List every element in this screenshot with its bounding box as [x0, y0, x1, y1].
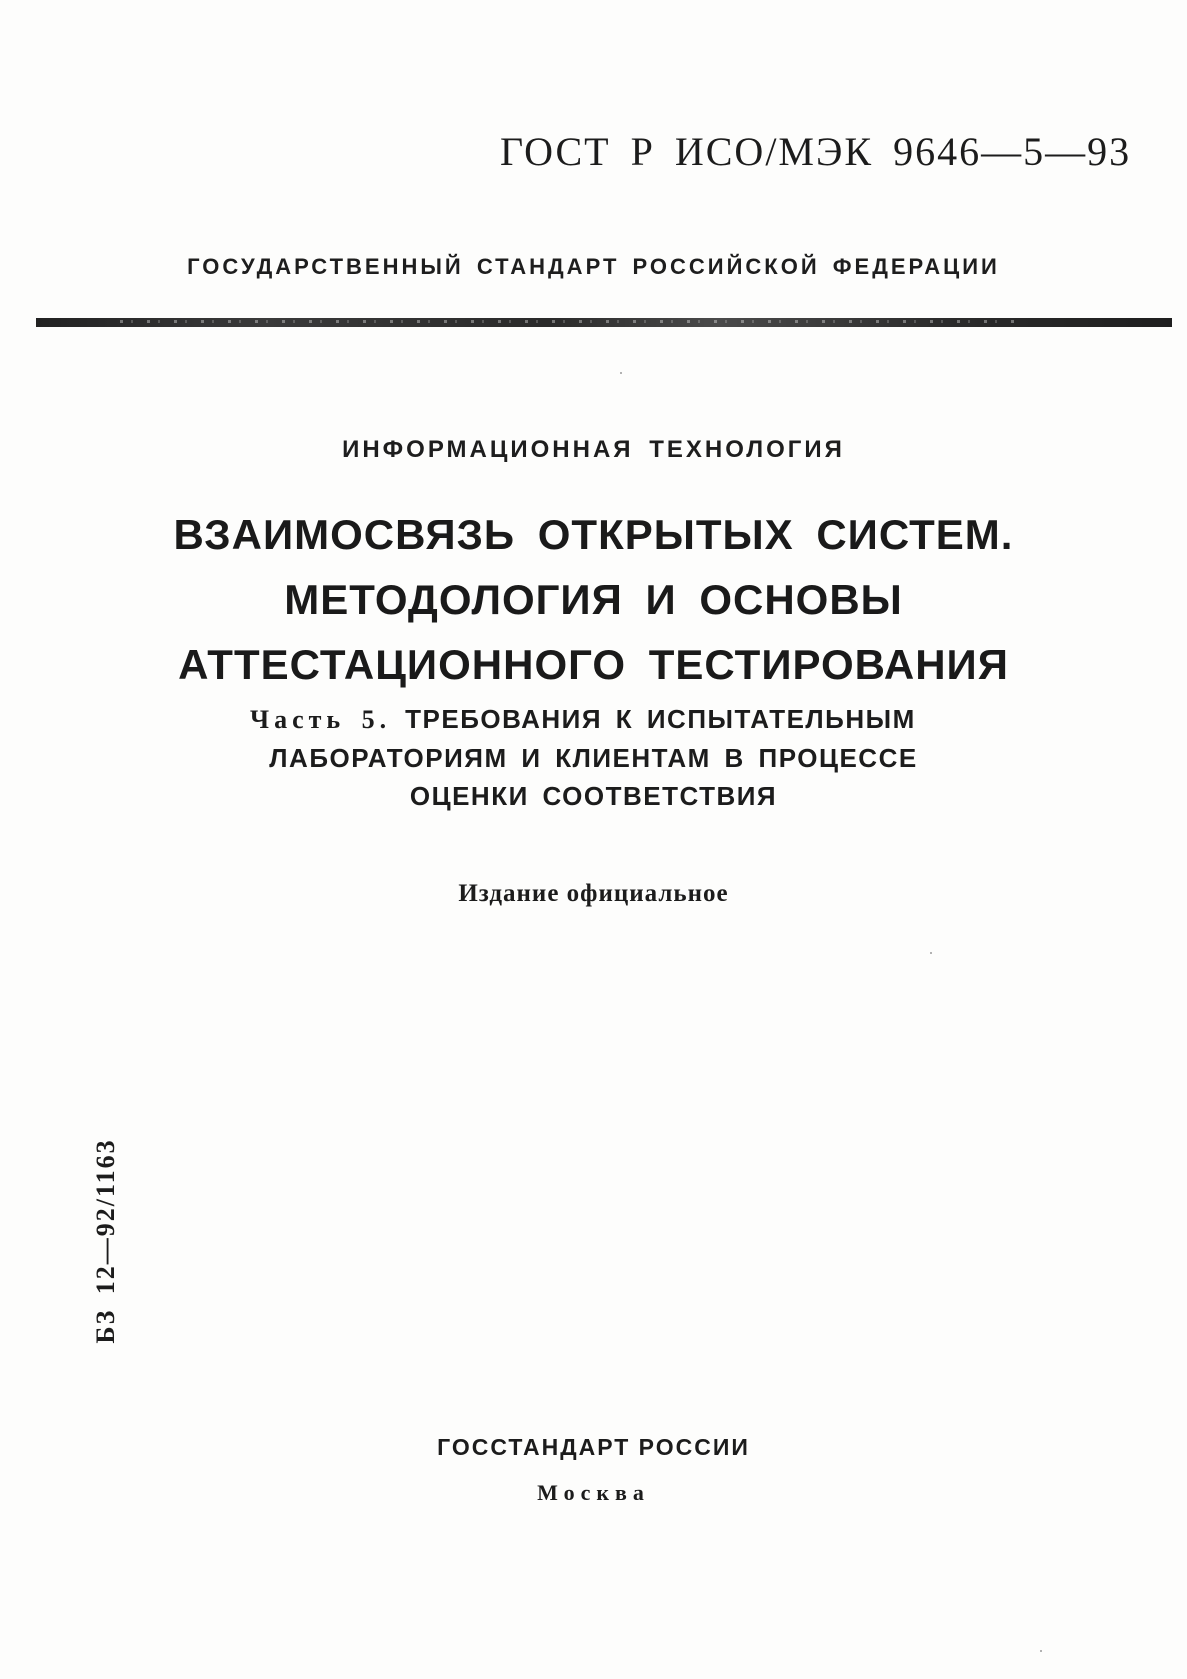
title-line: ВЗАИМОСВЯЗЬ ОТКРЫТЫХ СИСТЕМ.	[173, 511, 1014, 558]
part-title-text: ТРЕБОВАНИЯ К ИСПЫТАТЕЛЬНЫМ	[405, 704, 916, 734]
standard-designation: ГОСТ Р ИСО/МЭК 9646—5—93	[500, 129, 1132, 174]
state-standard-heading: ГОСУДАРСТВЕННЫЙ СТАНДАРТ РОССИЙСКОЙ ФЕДЕРАЦИИ	[187, 254, 1000, 279]
part-number: Часть 5.	[250, 705, 392, 734]
title-line: МЕТОДОЛОГИЯ И ОСНОВЫ	[284, 576, 903, 623]
title-line: АТТЕСТАЦИОННОГО ТЕСТИРОВАНИЯ	[178, 641, 1009, 688]
scan-speck	[930, 952, 932, 954]
publication-city: Москва	[537, 1480, 650, 1505]
part-line: ОЦЕНКИ СООТВЕТСТВИЯ	[409, 781, 778, 811]
scan-speck	[1040, 1650, 1042, 1652]
part-subtitle	[0, 700, 1187, 815]
publisher: ГОССТАНДАРТ РОССИИ	[437, 1434, 750, 1460]
header-divider-texture	[120, 320, 1020, 323]
edition-note: Издание официальное	[458, 880, 729, 907]
side-code: БЗ 12—92/1163	[91, 1138, 120, 1344]
part-line	[0, 700, 1187, 739]
topic-heading: ИНФОРМАЦИОННАЯ ТЕХНОЛОГИЯ	[342, 436, 845, 463]
scan-speck	[620, 372, 622, 374]
document-title	[0, 502, 1187, 697]
part-line: ЛАБОРАТОРИЯМ И КЛИЕНТАМ В ПРОЦЕССЕ	[269, 743, 918, 773]
